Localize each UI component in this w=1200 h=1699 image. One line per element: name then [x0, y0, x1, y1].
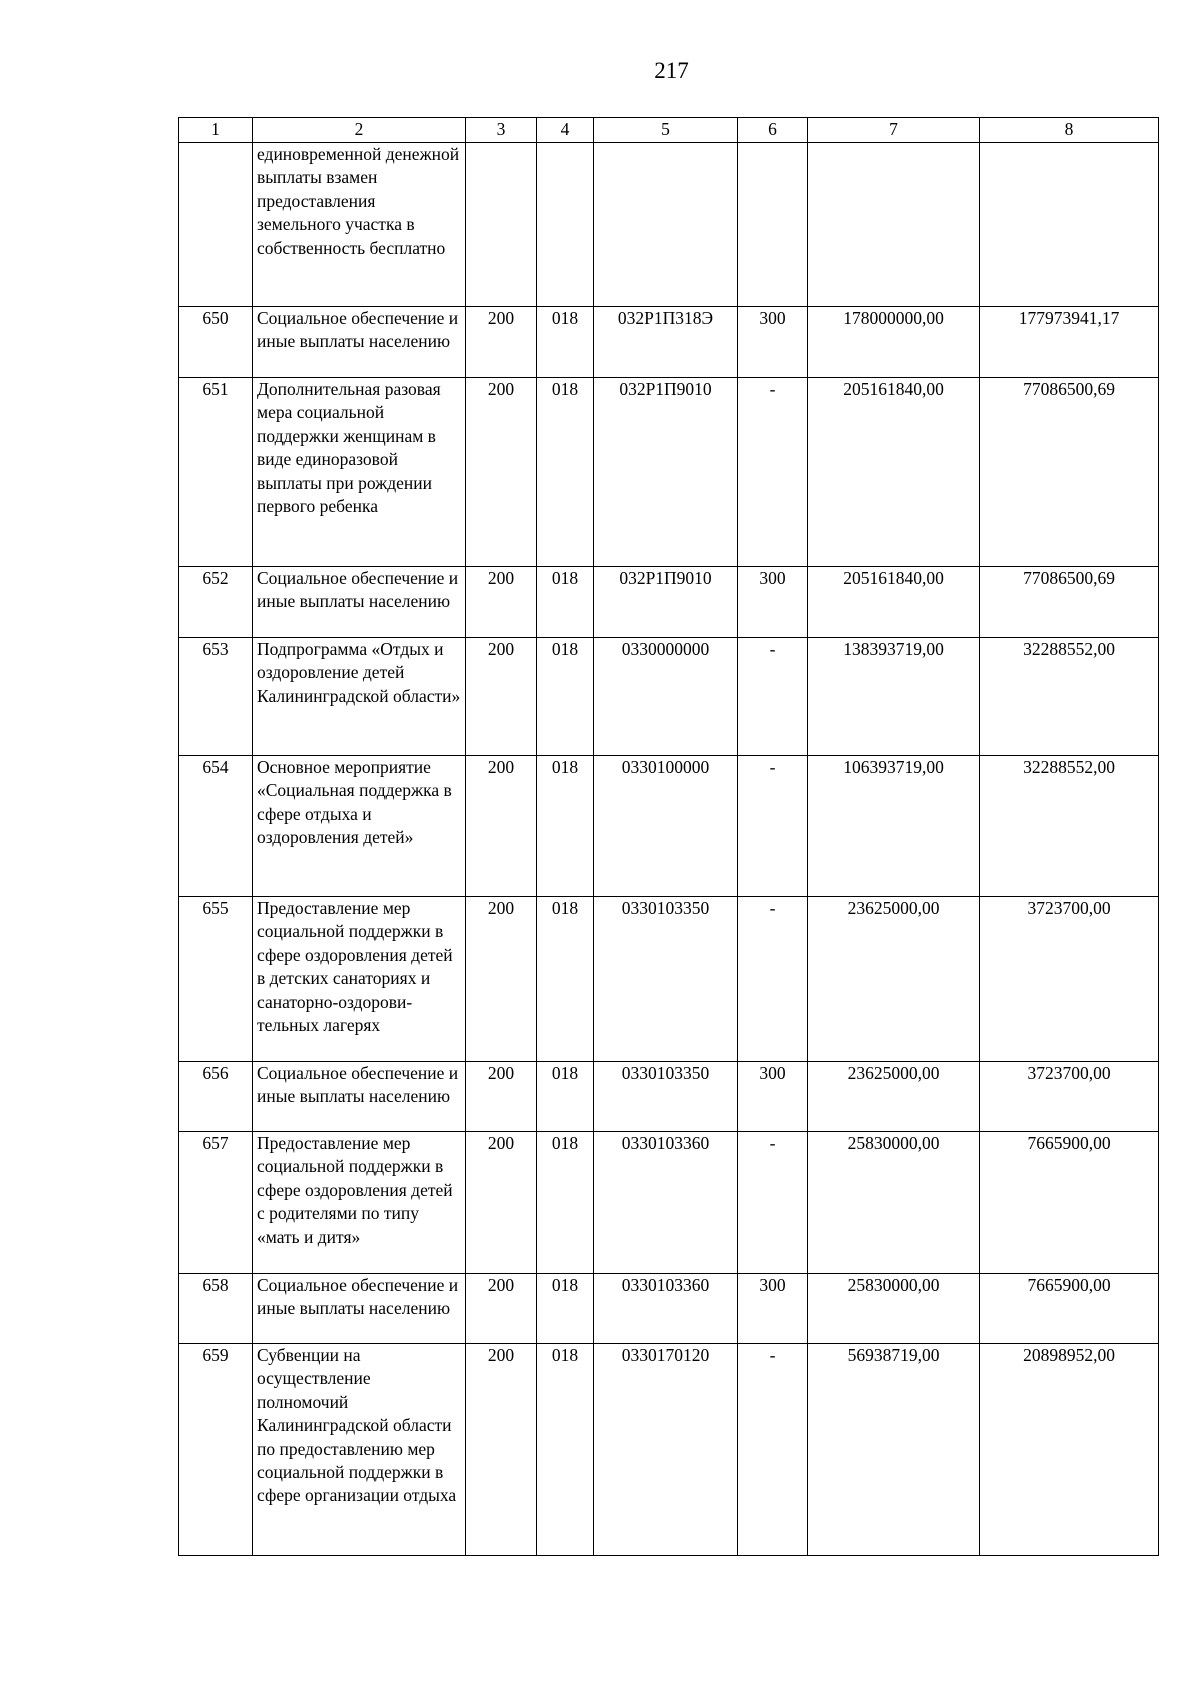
row-number: 650	[179, 307, 253, 378]
row-col-4: 018	[537, 756, 594, 897]
row-col-7: 205161840,00	[808, 378, 980, 567]
header-col-5: 5	[594, 118, 738, 143]
row-col-4: 018	[537, 307, 594, 378]
table-row	[179, 1344, 1159, 1556]
header-col-8: 8	[980, 118, 1159, 143]
row-col-8: 3723700,00	[980, 1062, 1159, 1132]
row-col-4: 018	[537, 1344, 594, 1556]
row-col-4	[537, 143, 594, 307]
row-name: Субвенции на осуществление полномочий Калининградской области по предоставлению мер социальной поддержки в сфере организации отдыха	[253, 1344, 466, 1556]
row-col-5: 032Р1П9010	[594, 567, 738, 638]
row-col-8: 32288552,00	[980, 638, 1159, 756]
row-col-7: 25830000,00	[808, 1274, 980, 1344]
row-name: Социальное обеспечение и иные выплаты населению	[253, 1062, 466, 1132]
row-col-5: 032Р1П318Э	[594, 307, 738, 378]
row-name: Социальное обеспечение и иные выплаты населению	[253, 307, 466, 378]
table-row	[179, 1062, 1159, 1132]
row-col-3: 200	[466, 567, 537, 638]
table-row	[179, 143, 1159, 307]
row-col-4: 018	[537, 378, 594, 567]
row-col-5: 0330103350	[594, 897, 738, 1062]
row-col-5: 0330000000	[594, 638, 738, 756]
row-col-5: 0330103350	[594, 1062, 738, 1132]
header-col-3: 3	[466, 118, 537, 143]
row-col-6: 300	[738, 1062, 808, 1132]
row-col-6: -	[738, 1344, 808, 1556]
row-col-7: 56938719,00	[808, 1344, 980, 1556]
row-col-4: 018	[537, 567, 594, 638]
header-col-1: 1	[179, 118, 253, 143]
row-col-8: 7665900,00	[980, 1132, 1159, 1274]
row-number: 658	[179, 1274, 253, 1344]
row-col-5: 0330103360	[594, 1132, 738, 1274]
row-col-6: -	[738, 756, 808, 897]
row-number: 656	[179, 1062, 253, 1132]
row-col-3: 200	[466, 897, 537, 1062]
row-number: 654	[179, 756, 253, 897]
row-col-8: 20898952,00	[980, 1344, 1159, 1556]
table-row	[179, 378, 1159, 567]
row-col-5: 032Р1П9010	[594, 378, 738, 567]
row-col-6: -	[738, 638, 808, 756]
row-col-3: 200	[466, 638, 537, 756]
row-col-8: 177973941,17	[980, 307, 1159, 378]
row-col-5	[594, 143, 738, 307]
table-row	[179, 756, 1159, 897]
row-col-8	[980, 143, 1159, 307]
row-col-8: 32288552,00	[980, 756, 1159, 897]
table-row	[179, 638, 1159, 756]
row-col-4: 018	[537, 1274, 594, 1344]
row-col-7: 23625000,00	[808, 1062, 980, 1132]
row-col-5: 0330170120	[594, 1344, 738, 1556]
row-col-7: 106393719,00	[808, 756, 980, 897]
row-col-7: 205161840,00	[808, 567, 980, 638]
row-col-8: 7665900,00	[980, 1274, 1159, 1344]
row-name: Подпрограмма «Отдых и оздоровление детей Калининградской области»	[253, 638, 466, 756]
row-col-6: -	[738, 378, 808, 567]
row-name: единовременной денежной выплаты взамен предоставления земельного участка в собственность бесплатно	[253, 143, 466, 307]
row-col-7: 23625000,00	[808, 897, 980, 1062]
header-col-4: 4	[537, 118, 594, 143]
row-col-3: 200	[466, 378, 537, 567]
row-col-6: -	[738, 1132, 808, 1274]
row-col-8: 3723700,00	[980, 897, 1159, 1062]
row-col-3: 200	[466, 1132, 537, 1274]
row-number: 657	[179, 1132, 253, 1274]
row-col-7: 138393719,00	[808, 638, 980, 756]
row-col-3	[466, 143, 537, 307]
header-col-7: 7	[808, 118, 980, 143]
row-col-7: 25830000,00	[808, 1132, 980, 1274]
row-col-6	[738, 143, 808, 307]
row-col-4: 018	[537, 897, 594, 1062]
row-number: 651	[179, 378, 253, 567]
row-number: 659	[179, 1344, 253, 1556]
budget-table	[178, 117, 1159, 1556]
row-col-6: -	[738, 897, 808, 1062]
row-name: Предоставление мер социальной поддержки в сфере оздоровления детей с родителями по типу «мать и дитя»	[253, 1132, 466, 1274]
row-col-6: 300	[738, 307, 808, 378]
row-col-4: 018	[537, 638, 594, 756]
row-number: 655	[179, 897, 253, 1062]
row-col-4: 018	[537, 1062, 594, 1132]
row-col-3: 200	[466, 1274, 537, 1344]
row-name: Дополнительная разовая мера социальной поддержки женщинам в виде единоразовой выплаты при рождении первого ребенка	[253, 378, 466, 567]
row-col-4: 018	[537, 1132, 594, 1274]
table-row	[179, 567, 1159, 638]
table-row	[179, 1132, 1159, 1274]
row-col-3: 200	[466, 1062, 537, 1132]
row-col-7: 178000000,00	[808, 307, 980, 378]
row-number	[179, 143, 253, 307]
row-name: Социальное обеспечение и иные выплаты населению	[253, 567, 466, 638]
row-name: Основное мероприятие «Социальная поддержка в сфере отдыха и оздоровления детей»	[253, 756, 466, 897]
row-col-6: 300	[738, 567, 808, 638]
header-col-6: 6	[738, 118, 808, 143]
header-row	[179, 118, 1159, 143]
row-col-3: 200	[466, 756, 537, 897]
table-row	[179, 897, 1159, 1062]
row-col-7	[808, 143, 980, 307]
page-number: 217	[654, 58, 689, 83]
row-name: Предоставление мер социальной поддержки в сфере оздоровления детей в детских санаториях и санаторно-оздорови-тельных лагерях	[253, 897, 466, 1062]
row-col-8: 77086500,69	[980, 567, 1159, 638]
row-col-3: 200	[466, 307, 537, 378]
header-col-2: 2	[253, 118, 466, 143]
table-row	[179, 1274, 1159, 1344]
row-col-5: 0330103360	[594, 1274, 738, 1344]
row-col-3: 200	[466, 1344, 537, 1556]
row-col-5: 0330100000	[594, 756, 738, 897]
row-number: 652	[179, 567, 253, 638]
table-row	[179, 307, 1159, 378]
row-col-8: 77086500,69	[980, 378, 1159, 567]
row-number: 653	[179, 638, 253, 756]
row-name: Социальное обеспечение и иные выплаты населению	[253, 1274, 466, 1344]
row-col-6: 300	[738, 1274, 808, 1344]
